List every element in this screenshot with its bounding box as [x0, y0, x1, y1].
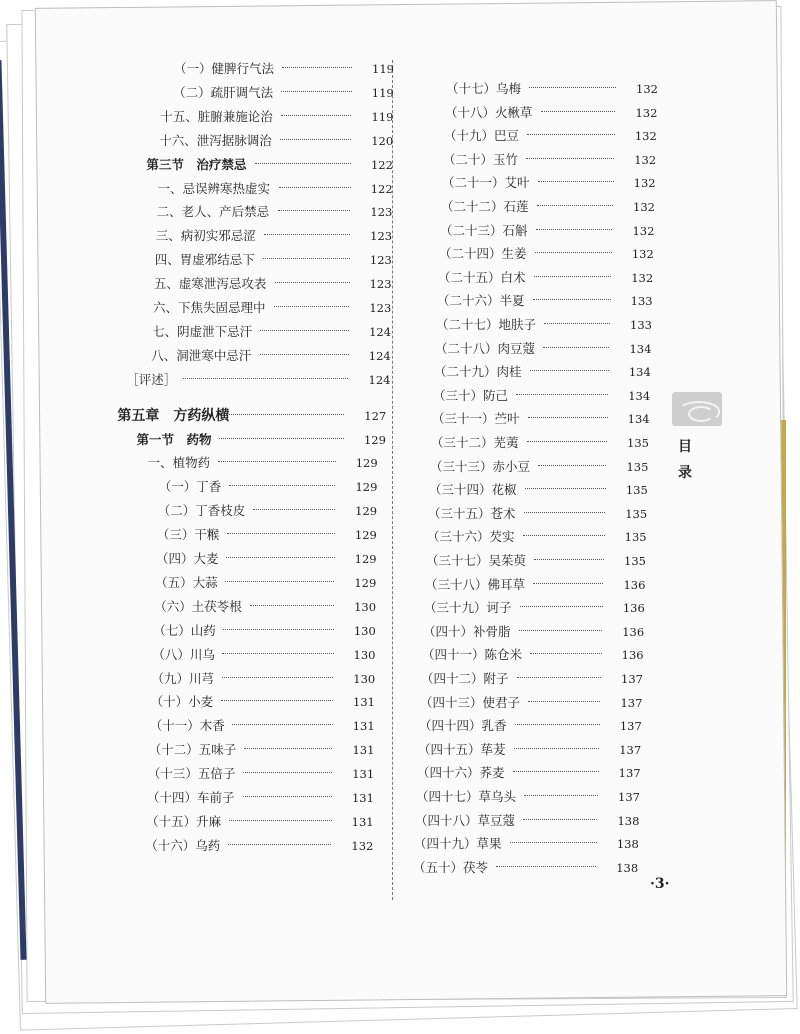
- toc-entry-title: （十六）乌药: [145, 837, 221, 853]
- toc-leader-dots: [517, 677, 601, 679]
- toc-entry-title: （四十一）陈仓米: [422, 647, 523, 663]
- toc-entry: [426, 550, 646, 572]
- toc-entry: [431, 432, 649, 454]
- toc-entry-page: 137: [618, 790, 640, 804]
- toc-entry-page: 123: [370, 205, 393, 220]
- toc-entry: [152, 668, 376, 690]
- toc-entry: [158, 178, 393, 200]
- toc-leader-dots: [523, 819, 597, 821]
- toc-entry: [416, 786, 640, 808]
- toc-entry-title: 第一节 药物: [136, 431, 212, 447]
- toc-leader-dots: [228, 844, 331, 846]
- toc-entry-title: 一、忌误辨寒热虚实: [157, 180, 271, 196]
- toc-entry: [173, 82, 394, 104]
- toc-leader-dots: [524, 512, 606, 514]
- toc-leader-dots: [496, 866, 596, 868]
- toc-entry-page: 124: [368, 372, 391, 387]
- toc-entry-page: 129: [355, 504, 378, 519]
- toc-entry-title: （三十二）芜荑: [431, 435, 519, 450]
- toc-entry-page: 124: [368, 348, 391, 363]
- toc-leader-dots: [260, 354, 349, 356]
- toc-entry-title: 第五章 方药纵横: [117, 407, 230, 424]
- toc-entry: [422, 644, 644, 666]
- toc-entry: [413, 857, 638, 879]
- toc-entry-title: （四十六）荞麦: [417, 765, 505, 781]
- toc-entry: [415, 810, 639, 832]
- toc-entry-title: （二十九）肉桂: [434, 364, 522, 380]
- toc-leader-dots: [543, 347, 609, 349]
- toc-entry: [436, 314, 652, 336]
- toc-entry-title: 十六、泄泻据脉调治: [159, 132, 272, 148]
- toc-entry: [425, 574, 645, 596]
- toc-entry-page: 137: [619, 719, 642, 734]
- toc-leader-dots: [530, 653, 601, 655]
- toc-entry-page: 132: [633, 176, 656, 191]
- toc-entry-title: 第三节 治疗禁忌: [146, 156, 247, 172]
- toc-entry-title: （二十三）石斛: [440, 222, 528, 238]
- toc-entry: [432, 408, 650, 430]
- toc-entry: [439, 243, 654, 265]
- toc-leader-dots: [260, 330, 349, 332]
- toc-leader-dots: [244, 748, 332, 750]
- toc-leader-dots: [229, 485, 336, 487]
- toc-leader-dots: [538, 465, 606, 467]
- toc-entry-title: 三、病初实邪忌涩: [155, 228, 256, 244]
- toc-entry-title: （八）川乌: [152, 646, 215, 662]
- toc-entry-page: 136: [622, 601, 645, 616]
- toc-entry-page: 130: [353, 671, 376, 686]
- toc-entry: [157, 524, 377, 546]
- toc-entry-title: （三十七）吴茱萸: [426, 553, 527, 568]
- toc-leader-dots: [226, 414, 344, 416]
- toc-entry-title: （七）山药: [153, 622, 216, 638]
- toc-leader-dots: [232, 724, 332, 726]
- toc-entry-page: 132: [633, 200, 655, 214]
- toc-entry-page: 135: [624, 554, 646, 568]
- toc-entry-page: 129: [354, 552, 377, 566]
- toc-entry-page: 129: [355, 456, 378, 471]
- toc-entry: [146, 154, 393, 176]
- toc-entry-title: （五）大蒜: [155, 574, 218, 590]
- toc-entry: [137, 429, 386, 451]
- toc-entry: [155, 249, 392, 271]
- toc-entry-page: 135: [625, 483, 648, 498]
- toc-entry-page: 137: [619, 742, 642, 757]
- toc-entry: [442, 172, 656, 194]
- toc-leader-dots: [222, 677, 334, 679]
- toc-entry-title: 六、下焦失固忌理中: [153, 300, 266, 315]
- toc-entry-title: 十五、脏腑兼施论治: [160, 108, 273, 124]
- toc-entry-page: 131: [352, 767, 375, 782]
- toc-entry-page: 131: [351, 791, 374, 805]
- toc-entry: [428, 503, 647, 525]
- toc-leader-dots: [533, 583, 603, 585]
- toc-entry: [423, 621, 644, 643]
- toc-entry-page: 129: [354, 575, 377, 590]
- toc-entry-title: （二十）玉竹: [443, 151, 519, 167]
- toc-entry-page: 133: [630, 294, 653, 309]
- toc-entry: [126, 369, 390, 391]
- toc-entry-page: 119: [372, 62, 394, 76]
- toc-entry: [159, 130, 393, 152]
- toc-entry-page: 123: [369, 253, 392, 268]
- toc-entry-title: （三十）防己: [433, 387, 509, 403]
- toc-leader-dots: [529, 87, 616, 89]
- toc-entry-page: 134: [627, 412, 650, 427]
- toc-leader-dots: [538, 181, 614, 183]
- toc-entry-title: （四十三）使君子: [420, 694, 521, 710]
- toc-entry: [433, 385, 650, 407]
- toc-leader-dots: [527, 134, 615, 136]
- toc-entry: [435, 338, 651, 360]
- toc-leader-dots: [523, 535, 605, 537]
- toc-entry-page: 124: [369, 324, 392, 339]
- toc-leader-dots: [528, 701, 600, 703]
- toc-entry-title: 七、阴虚泄下忌汗: [152, 323, 253, 339]
- toc-leader-dots: [515, 724, 600, 726]
- toc-leader-dots: [227, 533, 335, 535]
- toc-entry-title: （十五）升麻: [146, 813, 222, 829]
- toc-entry-title: （十）小麦: [150, 694, 214, 710]
- toc-entry-page: 122: [370, 157, 393, 172]
- toc-entry-page: 135: [626, 459, 649, 474]
- toc-leader-dots: [275, 282, 349, 284]
- toc-entry-title: 八、洞泄寒中忌汗: [151, 347, 252, 363]
- toc-entry-page: 132: [634, 129, 657, 144]
- toc-leader-dots: [533, 299, 611, 301]
- toc-entry: [150, 715, 375, 737]
- toc-entry-page: 132: [632, 223, 655, 238]
- toc-leader-dots: [536, 229, 613, 231]
- toc-leader-dots: [250, 605, 334, 607]
- toc-entry: [429, 479, 648, 501]
- toc-entry-title: （四十八）草豆蔻: [415, 812, 516, 828]
- toc-entry: [443, 149, 656, 171]
- toc-entry-title: （二十八）肉豆蔻: [435, 340, 536, 356]
- toc-entry-title: （四十五）荜茇: [418, 741, 506, 757]
- toc-leader-dots: [219, 438, 344, 440]
- toc-leader-dots: [519, 630, 603, 632]
- toc-entry-page: 132: [351, 838, 374, 853]
- toc-entry-page: 138: [616, 860, 639, 875]
- toc-leader-dots: [282, 67, 352, 69]
- toc-entry: [153, 297, 391, 319]
- toc-leader-dots: [243, 796, 332, 798]
- toc-entry-page: 138: [616, 837, 639, 852]
- toc-leader-dots: [221, 700, 333, 702]
- toc-entry-title: （三十六）芡实: [427, 529, 515, 545]
- toc-leader-dots: [274, 306, 349, 308]
- toc-entry-title: （十九）巴豆: [444, 128, 520, 144]
- toc-leader-dots: [534, 276, 612, 278]
- toc-leader-dots: [226, 557, 335, 559]
- toc-leader-dots: [264, 234, 350, 236]
- toc-entry-title: （四十）补骨脂: [423, 623, 511, 639]
- toc-leader-dots: [541, 111, 616, 113]
- toc-entry-page: 137: [620, 695, 643, 710]
- toc-entry-title: 一、植物药: [147, 455, 211, 471]
- toc-entry-page: 127: [364, 408, 387, 423]
- toc-entry-title: （三十一）苎叶: [432, 411, 520, 427]
- page-number: ·3·: [650, 876, 670, 892]
- toc-entry-page: 136: [621, 648, 644, 663]
- toc-leader-dots: [534, 559, 604, 561]
- toc-entry-title: （二）丁香枝皮: [157, 503, 246, 519]
- toc-entry: [156, 548, 377, 570]
- toc-entry: [445, 102, 657, 124]
- toc-entry-title: （十七）乌梅: [446, 81, 522, 96]
- toc-entry-page: 129: [355, 480, 378, 495]
- toc-entry: [437, 290, 653, 312]
- toc-leader-dots: [544, 323, 610, 325]
- toc-entry-page: 129: [363, 432, 386, 447]
- toc-entry-page: 137: [618, 766, 641, 781]
- toc-leader-dots: [263, 258, 350, 260]
- toc-entry-title: （四十四）乳香: [419, 718, 507, 734]
- toc-entry-page: 132: [634, 152, 657, 167]
- toc-leader-dots: [524, 795, 598, 797]
- toc-entry: [154, 596, 376, 618]
- toc-leader-dots: [278, 210, 351, 212]
- toc-entry: [117, 405, 386, 427]
- toc-leader-dots: [528, 417, 608, 419]
- toc-entry-page: 131: [351, 814, 374, 829]
- toc-entry: [157, 201, 393, 223]
- toc-entry-page: 123: [370, 229, 393, 244]
- toc-entry-page: 132: [636, 82, 658, 96]
- toc-entry-page: 130: [353, 647, 376, 662]
- toc-entry: [160, 106, 393, 128]
- toc-entry: [152, 321, 391, 343]
- toc-entry: [156, 225, 392, 247]
- toc-entry: [438, 267, 653, 289]
- toc-leader-dots: [510, 842, 597, 844]
- toc-entry: [154, 273, 392, 295]
- toc-entry: [159, 476, 378, 498]
- toc-entry: [155, 572, 376, 594]
- toc-entry: [430, 456, 648, 478]
- toc-entry-page: 132: [631, 270, 654, 285]
- toc-entry-title: （四）大麦: [156, 551, 219, 566]
- toc-entry-page: 120: [371, 133, 394, 148]
- toc-entry: [420, 692, 642, 714]
- toc-entry: [440, 220, 654, 242]
- toc-entry-title: 四、胃虚邪结忌下: [154, 252, 255, 268]
- toc-entry-title: （三十四）花椒: [429, 482, 517, 498]
- toc-leader-dots: [243, 772, 332, 774]
- toc-entry-page: 132: [631, 247, 654, 262]
- toc-entry-title: （二十一）艾叶: [442, 175, 530, 191]
- toc-leader-dots: [530, 370, 609, 372]
- toc-entry-title: ［评述］: [126, 371, 177, 387]
- toc-entry-page: 122: [370, 181, 393, 196]
- toc-leader-dots: [281, 91, 351, 93]
- toc-entry-title: （二十五）白术: [438, 269, 526, 285]
- toc-entry-title: 五、虚寒泄泻忌攻表: [153, 276, 267, 292]
- toc-leader-dots: [535, 252, 612, 254]
- toc-entry-page: 123: [369, 301, 392, 315]
- toc-entry: [418, 739, 641, 761]
- toc-entry-title: （十一）木香: [149, 718, 225, 734]
- toc-entry-title: （十三）五倍子: [147, 766, 236, 782]
- toc-leader-dots: [514, 748, 600, 750]
- toc-entry-title: （四十九）草果: [414, 836, 502, 852]
- toc-entry-page: 131: [352, 719, 375, 734]
- toc-entry-page: 130: [354, 599, 377, 614]
- toc-entry-title: （一）健脾行气法: [174, 61, 275, 76]
- toc-entry: [434, 361, 651, 383]
- toc-entry-title: （三十八）佛耳草: [425, 576, 526, 592]
- toc-entry-page: 134: [628, 365, 651, 380]
- toc-leader-dots: [513, 771, 599, 773]
- toc-entry: [147, 787, 374, 809]
- toc-leader-dots: [223, 629, 333, 631]
- toc-entry-page: 130: [353, 623, 376, 638]
- toc-entry: [174, 58, 394, 80]
- toc-leader-dots: [526, 158, 614, 160]
- toc-entry-page: 131: [353, 695, 375, 710]
- toc-leader-dots: [222, 653, 333, 655]
- toc-entry-title: （一）丁香: [158, 479, 222, 495]
- toc-leader-dots: [218, 461, 336, 463]
- toc-entry-page: 134: [628, 388, 651, 403]
- toc-leader-dots: [229, 820, 332, 822]
- toc-entry-title: （三十五）苍术: [428, 505, 516, 521]
- toc-entry-title: （二十七）地肤子: [436, 317, 537, 332]
- toc-entry-page: 137: [621, 672, 643, 686]
- toc-entry-page: 119: [371, 85, 394, 100]
- toc-entry-title: （三）干糇: [156, 527, 220, 543]
- toc-leader-dots: [253, 509, 335, 511]
- toc-entry: [414, 833, 639, 855]
- toc-entry-title: （四十七）草乌头: [416, 789, 517, 804]
- toc-entry-title: （二十二）石莲: [441, 199, 529, 214]
- toc-entry-page: 138: [617, 813, 640, 828]
- toc-leader-dots: [183, 378, 348, 380]
- toc-entry: [146, 811, 374, 833]
- toc-entry: [444, 125, 657, 147]
- toc-entry-title: （四十二）附子: [421, 671, 509, 686]
- toc-entry-title: （五十）茯苓: [413, 859, 489, 875]
- toc-entry-page: 135: [624, 530, 647, 545]
- toc-entry-page: 135: [627, 436, 649, 450]
- toc-entry-page: 133: [630, 318, 652, 332]
- toc-leader-dots: [281, 115, 351, 117]
- side-label-lu: 录: [678, 465, 692, 481]
- toc-entry-title: （九）川芎: [151, 670, 215, 686]
- toc-entry: [151, 345, 391, 367]
- toc-entry-page: 131: [352, 743, 375, 758]
- decorative-seal-icon: [672, 392, 722, 426]
- toc-entry-page: 119: [371, 109, 394, 124]
- side-label-mu: 目: [678, 439, 692, 455]
- toc-entry-title: （三十九）诃子: [424, 600, 512, 616]
- toc-entry-title: （三十三）赤小豆: [430, 458, 531, 474]
- toc-entry-page: 134: [629, 341, 652, 356]
- toc-entry-page: 129: [354, 528, 377, 543]
- toc-entry-title: （二十六）半夏: [437, 293, 525, 309]
- toc-entry-title: （二）疏肝调气法: [173, 84, 274, 100]
- toc-entry: [148, 763, 374, 785]
- toc-entry-title: 二、老人、产后禁忌: [156, 204, 270, 220]
- toc-entry: [419, 715, 642, 737]
- toc-entry-page: 136: [623, 577, 646, 592]
- toc-entry: [158, 500, 377, 522]
- toc-entry-title: （十四）车前子: [147, 790, 235, 805]
- toc-entry: [441, 196, 655, 218]
- toc-entry: [421, 668, 643, 690]
- toc-entry: [424, 597, 645, 619]
- toc-entry: [149, 739, 375, 761]
- toc-leader-dots: [279, 187, 351, 189]
- toc-entry: [417, 762, 641, 784]
- toc-leader-dots: [516, 394, 608, 396]
- toc-entry-title: （十八）火楸草: [445, 104, 533, 120]
- toc-entry-title: （十二）五味子: [148, 742, 237, 758]
- toc-entry: [427, 526, 647, 548]
- toc-leader-dots: [280, 139, 351, 141]
- toc-entry: [148, 452, 378, 474]
- toc-entry-title: （二十四）生姜: [439, 246, 527, 262]
- toc-leader-dots: [537, 205, 613, 207]
- toc-entry-page: 132: [635, 105, 658, 120]
- toc-entry-page: 136: [622, 624, 645, 639]
- toc-leader-dots: [225, 581, 334, 583]
- toc-entry: [145, 835, 373, 857]
- toc-leader-dots: [520, 606, 603, 608]
- toc-entry-title: （六）土茯苓根: [154, 598, 242, 614]
- toc-entry: [153, 620, 375, 642]
- toc-entry-page: 123: [369, 277, 392, 292]
- toc-entry-page: 135: [625, 506, 648, 521]
- toc-leader-dots: [527, 441, 607, 443]
- toc-entry: [446, 78, 658, 100]
- toc-entry: [151, 691, 375, 713]
- toc-leader-dots: [525, 488, 606, 490]
- toc-leader-dots: [255, 163, 351, 165]
- toc-entry: [152, 644, 375, 666]
